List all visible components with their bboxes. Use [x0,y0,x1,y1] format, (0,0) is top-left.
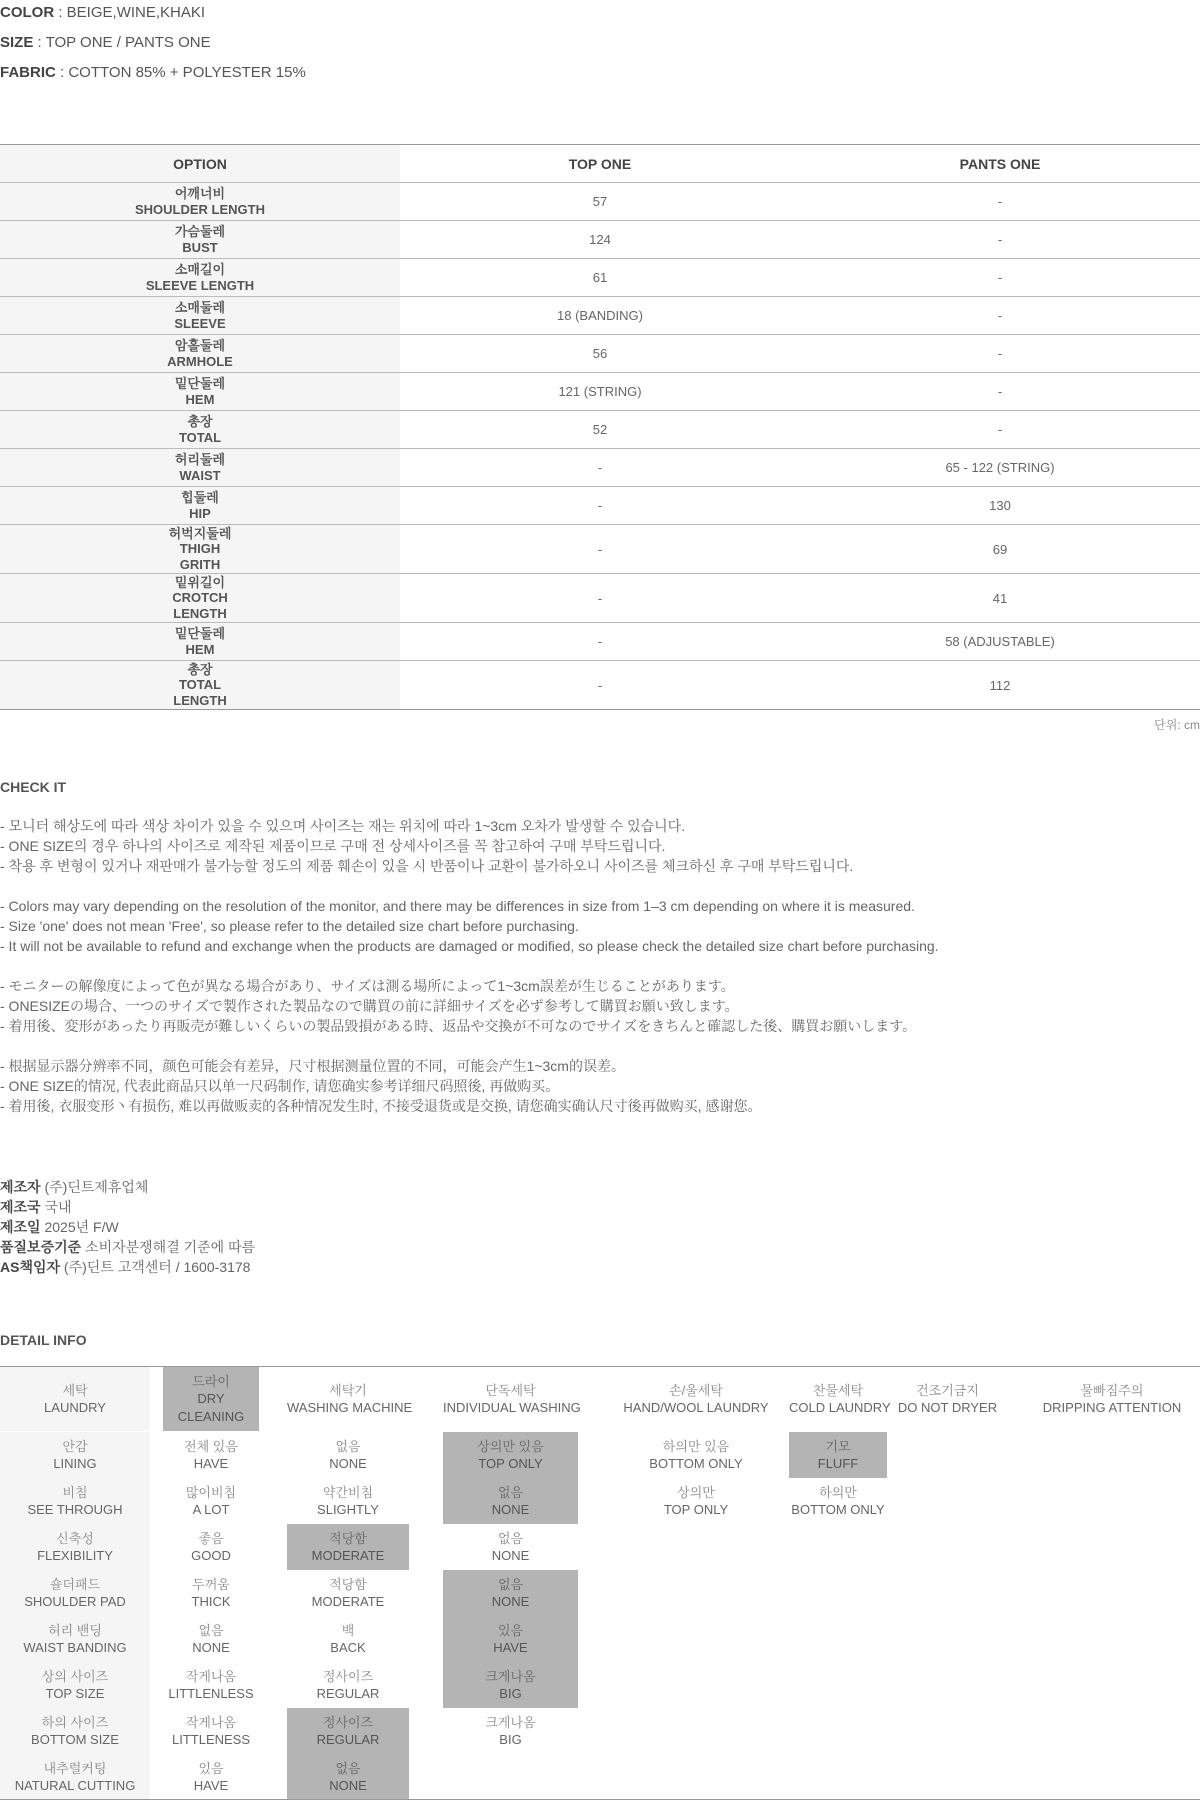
notes-group [0,976,939,1036]
detail-row-header [0,1662,150,1708]
size-value-top: - [597,498,603,513]
detail-option [287,1662,409,1708]
note-line: - ONE SIZE的情况, 代表此商品只以单一尺码制作, 请您确实参考详细尺码照後, 再做购买。 [0,1078,560,1094]
size-value-pants: 41 [992,590,1008,606]
detail-row-header [0,1708,150,1754]
spec-fabric [0,64,306,81]
detail-header-en: FLEXIBILITY [37,1548,113,1563]
note-line: - Size 'one' does not mean 'Free', so please refer to the detailed size chart before purchasing. [0,918,579,934]
maker-row [0,1257,255,1277]
note-line: - 착용 후 변형이 있거나 재판매가 불가능할 정도의 제품 훼손이 있을 시 반품이나 교환이 불가하오니 사이즈를 체크하신 후 구매 부탁드립니다. [0,858,854,874]
size-row-label [0,259,400,297]
size-row-label [0,525,400,574]
detail-option [163,1432,259,1478]
size-row-label-ko: 암홀둘레 [174,338,226,353]
detail-option [611,1478,781,1524]
size-row-label [0,661,400,710]
detail-option [163,1754,259,1800]
detail-option [789,1478,887,1524]
size-table-row [0,259,1200,297]
detail-option-en: INDIVIDUAL WASHING [443,1400,581,1415]
note-line: - ONESIZEの場合、一つのサイズで製作された製品なので購買の前に詳細サイズを必ず参考して購買お願い致します。 [0,998,739,1014]
spec-size-label: SIZE [0,34,34,51]
detail-row-header [0,1524,150,1570]
detail-option-en: SLIGHTLY [317,1502,379,1517]
size-row-label-ko: 소매둘레 [174,300,226,315]
size-row-label-ko: 허리둘레 [174,452,226,467]
size-row-label-en: TOTAL LENGTH [173,677,227,708]
size-row-label-en: HEM [185,391,215,407]
size-table-row [0,525,1200,574]
detail-option [287,1432,409,1478]
notes-group [0,1056,939,1116]
detail-option-ko: 찬물세탁 [812,1382,864,1398]
size-row-label-en: BUST [182,239,218,255]
size-row-label-ko: 가슴둘레 [174,224,226,239]
detail-header-en: TOP SIZE [45,1686,105,1701]
detail-option [287,1616,409,1662]
spec-color-value: : BEIGE,WINE,KHAKI [54,4,206,21]
spec-color [0,4,205,21]
detail-header-ko: 신축성 [56,1530,94,1546]
size-value-pants: 130 [989,498,1011,513]
detail-option-en: THICK [191,1594,231,1609]
note-line: - It will not be available to refund and exchange when the products are damaged or modified, so please check the detailed size chart before purchasing. [0,938,939,954]
detail-option-ko: 적당함 [329,1576,367,1592]
detail-option-ko: 기모 [825,1438,851,1454]
detail-option-ko: 두꺼움 [192,1576,230,1592]
detail-option-selected [287,1754,409,1800]
spec-size-value: : TOP ONE / PANTS ONE [33,34,211,51]
detail-header-ko: 하의 사이즈 [41,1714,109,1730]
maker-value: (주)딘트제휴업체 [40,1179,149,1195]
detail-option-ko: 손/울세탁 [669,1382,723,1398]
size-row-label-en: ARMHOLE [167,353,233,369]
size-table-row [0,373,1200,411]
detail-option-ko: 정사이즈 [322,1714,374,1730]
detail-option-selected [287,1708,409,1754]
detail-option-en: BOTTOM ONLY [791,1502,885,1517]
note-line: - 着用後、変形があったり再販売が難しいくらいの製品毀損がある時、返品や交換が不可なのでサイズをきちんと確認した後、購買お願いします。 [0,1018,917,1034]
spec-color-label: COLOR [0,4,55,21]
detail-header-en: LINING [53,1456,97,1471]
detail-header-ko: 허리 밴딩 [48,1622,102,1638]
detail-option-en: BACK [330,1640,366,1655]
size-value-pants: - [997,232,1003,247]
maker-label: 제조국 [0,1199,41,1215]
note-line: - 모니터 해상도에 따라 색상 차이가 있을 수 있으며 사이즈는 재는 위치에 따라 1~3cm 오차가 발생할 수 있습니다. [0,818,686,834]
detail-option-en: TOP ONLY [478,1456,543,1471]
detail-option-ko: 하의만 있음 [662,1438,730,1454]
size-row-label [0,373,400,411]
check-it-notes [0,816,939,1136]
size-row-label [0,221,400,259]
maker-value: 소비자분쟁해결 기준에 따름 [81,1239,256,1255]
size-value-top: 52 [592,422,608,437]
maker-row [0,1217,255,1237]
size-row-label [0,183,400,221]
detail-option-ko: 약간비침 [322,1484,374,1500]
manufacturer-info [0,1177,255,1277]
size-row-label-ko: 밑단둘레 [174,626,226,641]
detail-option [443,1524,578,1570]
detail-option [889,1367,1006,1431]
detail-option-selected [443,1662,578,1708]
detail-option-en: NONE [491,1548,530,1563]
detail-option-en: NONE [192,1640,230,1655]
size-row-label-en: WAIST [179,467,221,483]
size-table-header-pants: PANTS ONE [800,145,1200,183]
detail-row-header [0,1616,150,1662]
detail-option-en: DRIPPING ATTENTION [1042,1400,1182,1415]
size-table-row [0,297,1200,335]
size-table-row [0,487,1200,525]
detail-option-en: LITTLENLESS [168,1686,254,1701]
detail-info-title: DETAIL INFO [0,1332,87,1348]
detail-option-en: BOTTOM ONLY [649,1456,743,1471]
note-line: - ONE SIZE의 경우 하나의 사이즈로 제작된 제품이므로 구매 전 상세사이즈를 꼭 참고하여 구매 부탁드립니다. [0,838,666,854]
size-row-label-ko: 밑위길이 [174,574,226,590]
detail-option-en: FLUFF [817,1456,859,1471]
size-value-pants: 69 [992,541,1008,557]
maker-label: 제조자 [0,1179,41,1195]
size-value-top: - [597,590,603,606]
size-row-label-en: HIP [189,505,211,521]
detail-option-selected [789,1432,887,1478]
size-value-top: 61 [592,270,608,285]
spec-fabric-label: FABRIC [0,64,56,81]
size-row-label-ko: 허벅지둘레 [168,525,232,541]
size-value-top: 121 (STRING) [558,384,642,399]
size-table-row [0,574,1200,623]
check-it-title: CHECK IT [0,779,67,795]
detail-option-ko: 단독세탁 [485,1382,536,1398]
detail-header-en: LAUNDRY [44,1400,106,1415]
size-value-top: 56 [592,346,608,361]
detail-header-en: NATURAL CUTTING [14,1778,136,1793]
detail-option-ko: 전체 있음 [184,1438,238,1454]
spec-size [0,34,211,51]
detail-header-en: SEE THROUGH [27,1502,123,1517]
detail-option-ko: 상의만 있음 [477,1438,544,1454]
size-row-label [0,335,400,373]
detail-option-ko: 하의만 [819,1484,857,1500]
size-value-top: 18 (BANDING) [557,308,643,323]
detail-bottom-divider [0,1799,1200,1800]
detail-option-ko: 백 [341,1622,355,1638]
detail-header-en: WAIST BANDING [23,1640,127,1655]
detail-row-header [0,1367,150,1431]
size-value-top: - [597,460,603,475]
maker-row [0,1237,255,1257]
detail-option-ko: 없음 [335,1438,361,1454]
size-table-row [0,623,1200,661]
detail-header-ko: 내추럴커팅 [43,1760,107,1776]
size-value-pants: - [997,422,1003,437]
detail-option-ko: 상의만 [677,1484,715,1500]
detail-option-en: NONE [329,1778,367,1793]
unit-note: 단위: cm [1154,718,1200,732]
notes-group [0,896,939,956]
detail-row-header [0,1754,150,1800]
detail-option-en: HAVE [193,1778,229,1793]
detail-option [163,1524,259,1570]
detail-option-ko: 크게나옴 [485,1668,536,1684]
size-row-label-en: SLEEVE [174,315,226,331]
detail-option-ko: 없음 [497,1576,524,1592]
detail-option-en: MODERATE [311,1548,385,1563]
detail-option [163,1616,259,1662]
detail-option [287,1570,409,1616]
detail-option-en: NONE [491,1502,530,1517]
detail-option-en: COLD LAUNDRY [789,1400,891,1415]
detail-option-en: HAVE [193,1456,229,1471]
detail-option [1038,1367,1186,1431]
size-row-label [0,623,400,661]
maker-label: 제조일 [0,1219,41,1235]
size-row-label-ko: 총장 [187,661,213,677]
size-table-header-row [0,145,1200,183]
detail-header-ko: 세탁 [62,1382,88,1398]
detail-option-en: HAND/WOOL LAUNDRY [623,1400,769,1415]
size-table-row [0,335,1200,373]
detail-option-selected [287,1524,409,1570]
detail-row-header [0,1432,150,1478]
maker-label: 품질보증기준 [0,1239,82,1255]
detail-header-ko: 안감 [62,1438,88,1454]
size-value-pants: - [997,194,1003,209]
size-table-header-option: OPTION [0,145,400,183]
detail-option-en: NONE [491,1594,530,1609]
detail-option-ko: 작게나옴 [185,1714,237,1730]
size-value-top: - [597,677,603,693]
detail-option-en: BIG [499,1686,522,1701]
detail-option-selected [163,1367,259,1431]
maker-label: AS책임자 [0,1259,61,1275]
size-value-top: - [597,634,603,649]
size-value-pants: 65 - 122 (STRING) [945,460,1055,475]
detail-option-en: WASHING MACHINE [287,1400,413,1415]
detail-option-en: NONE [329,1456,367,1471]
detail-option [443,1367,581,1431]
maker-value: 2025년 F/W [40,1219,119,1235]
detail-option-ko: 작게나옴 [185,1668,237,1684]
detail-option-ko: 있음 [198,1760,224,1776]
detail-option-ko: 크게나옴 [485,1714,536,1730]
detail-option-ko: 적당함 [329,1530,367,1546]
size-table-row [0,221,1200,259]
detail-option-en: REGULAR [316,1732,380,1747]
maker-row [0,1197,255,1217]
detail-option-en: REGULAR [316,1686,380,1701]
notes-group [0,816,939,876]
maker-row [0,1177,255,1197]
size-value-pants: - [997,384,1003,399]
size-row-label-en: SLEEVE LENGTH [145,277,255,293]
note-line: - 着用後, 衣服变形丶有损伤, 难以再做贩卖的各种情况发生时, 不接受退货或是交换, 请您确实确认尺寸後再做购买, 感谢您。 [0,1098,762,1114]
size-table-row [0,411,1200,449]
size-row-label-ko: 힙둘레 [181,490,219,505]
detail-option-ko: 물빠짐주의 [1080,1382,1144,1398]
detail-option-en: TOP ONLY [663,1502,729,1517]
detail-header-en: SHOULDER PAD [24,1594,126,1609]
maker-value: (주)딘트 고객센터 / 1600-3178 [60,1259,251,1275]
detail-option-ko: 드라이 [192,1373,230,1389]
size-row-label-ko: 밑단둘레 [174,376,226,391]
size-row-label-ko: 총장 [187,414,213,429]
size-value-top: - [597,541,603,557]
detail-option-en: GOOD [191,1548,231,1563]
detail-option-ko: 없음 [335,1760,361,1776]
size-row-label-ko: 어깨너비 [174,186,226,201]
detail-option [443,1708,578,1754]
detail-option-ko: 정사이즈 [322,1668,374,1684]
size-value-pants: 58 (ADJUSTABLE) [945,634,1055,649]
detail-option-en: A LOT [192,1502,230,1517]
spec-fabric-value: : COTTON 85% + POLYESTER 15% [55,64,306,81]
detail-header-ko: 비침 [62,1484,88,1500]
size-value-pants: 112 [989,677,1011,693]
detail-option [163,1662,259,1708]
detail-option-selected [443,1478,578,1524]
detail-option [611,1432,781,1478]
detail-option [789,1367,891,1431]
detail-header-ko: 상의 사이즈 [41,1668,109,1684]
size-value-top: 57 [592,194,608,209]
size-table-row [0,449,1200,487]
size-row-label [0,449,400,487]
detail-option [287,1478,409,1524]
size-row-label-en: HEM [185,641,215,657]
detail-option-selected [443,1432,578,1478]
size-row-label [0,297,400,335]
detail-option-ko: 좋음 [198,1530,224,1546]
size-row-label [0,487,400,525]
detail-option-en: MODERATE [311,1594,385,1609]
detail-option [163,1708,259,1754]
size-value-pants: - [997,346,1003,361]
detail-option [163,1478,259,1524]
detail-option-en: LITTLENESS [171,1732,251,1747]
size-table-row [0,661,1200,710]
size-value-pants: - [997,270,1003,285]
note-line: - モニターの解像度によって色が異なる場合があり、サイズは測る場所によって1~3cm誤差が生じることがあります。 [0,978,735,994]
detail-row-header [0,1570,150,1616]
size-table-row [0,183,1200,221]
detail-option [287,1367,413,1431]
detail-option [611,1367,781,1431]
detail-option-en: BIG [499,1732,522,1747]
detail-option-en: DO NOT DRYER [897,1400,998,1415]
size-row-label-en: THIGH GRITH [179,541,221,572]
detail-option-ko: 없음 [497,1484,524,1500]
size-row-label [0,411,400,449]
detail-option-ko: 없음 [497,1530,524,1546]
size-row-label-ko: 소매길이 [174,262,226,277]
detail-option-selected [443,1616,578,1662]
size-row-label-en: SHOULDER LENGTH [135,201,265,217]
size-row-label-en: CROTCH LENGTH [172,590,228,621]
detail-option [163,1570,259,1616]
size-value-top: 124 [589,232,611,247]
detail-option-selected [443,1570,578,1616]
detail-header-en: BOTTOM SIZE [31,1732,119,1747]
detail-option-ko: 없음 [198,1622,224,1638]
detail-option-ko: 있음 [497,1622,524,1638]
detail-option-ko: 건조기금지 [916,1382,979,1398]
detail-row-header [0,1478,150,1524]
note-line: - Colors may vary depending on the resolution of the monitor, and there may be differences in size from 1–3 cm depending on where it is measured. [0,898,915,914]
detail-header-ko: 숄더패드 [49,1576,101,1592]
detail-option-ko: 세탁기 [329,1382,367,1398]
size-table [0,144,1200,710]
note-line: - 根据显示器分辨率不同，颜色可能会有差异，尺寸根据测量位置的不同，可能会产生1~3cm的误差。 [0,1058,625,1074]
maker-value: 국내 [40,1199,72,1215]
size-value-pants: - [997,308,1003,323]
size-row-label-en: TOTAL [178,429,222,445]
detail-option-en: HAVE [493,1640,528,1655]
detail-option-en: DRY CLEANING [177,1391,245,1424]
detail-option-ko: 많이비침 [185,1484,237,1500]
size-table-header-top: TOP ONE [400,145,800,183]
size-row-label [0,574,400,623]
